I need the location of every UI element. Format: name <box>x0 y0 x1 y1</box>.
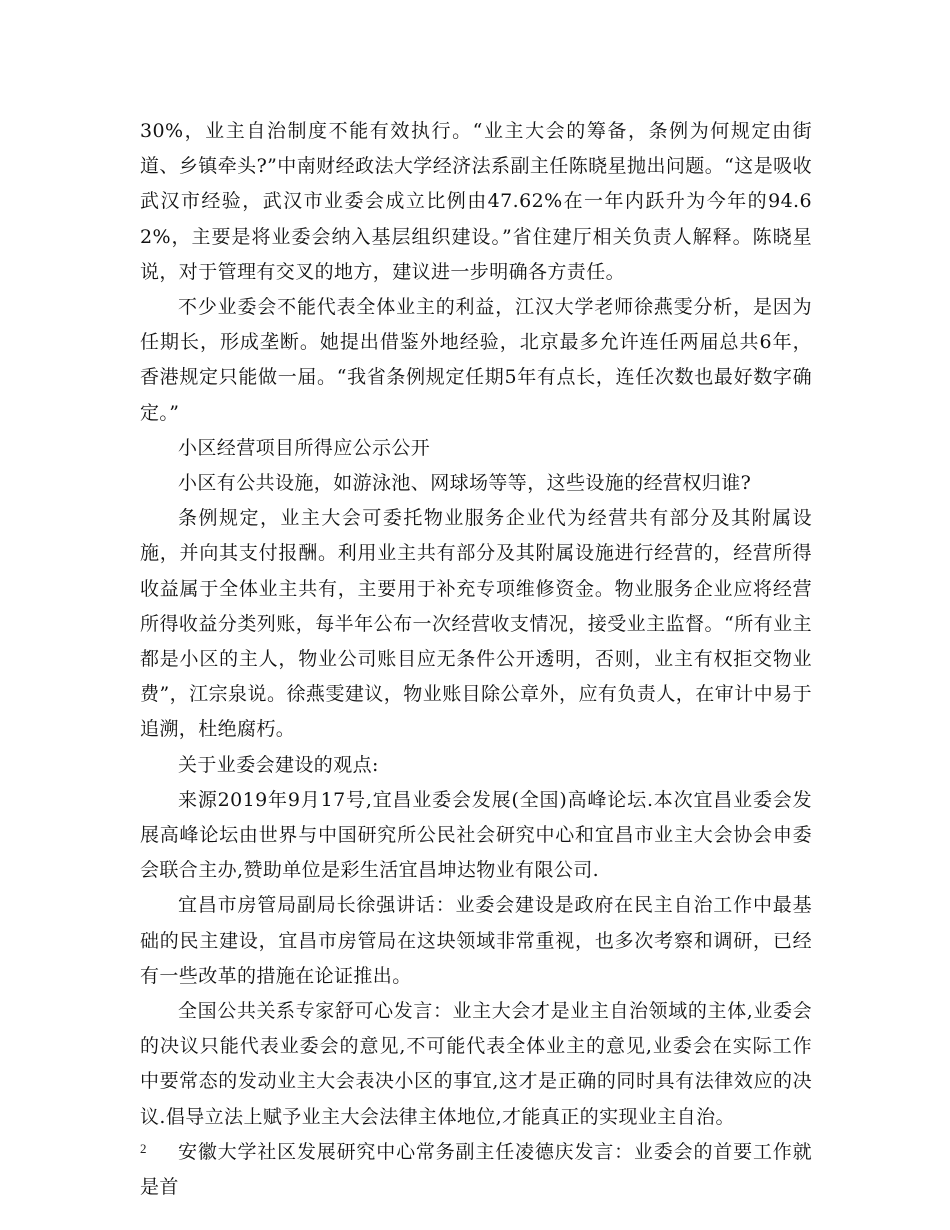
paragraph-8: 安徽大学社区发展研究中心常务副主任凌德庆发言：业委会的首要工作就是首 <box>140 1140 812 1199</box>
paragraph-2: 不少业委会不能代表全体业主的利益，江汉大学老师徐燕雯分析，是因为任期长，形成垄断。她提出借鉴外地经验，北京最多允许连任两届总共6年，香港规定只能做一届。“我省条例规定任期5年有点长，连任次数也最好数字确定。” <box>140 296 812 424</box>
body-text <box>140 114 812 1205</box>
section-heading: 小区经营项目所得应公示公开 <box>178 436 431 459</box>
paragraph-1: 30%，业主自治制度不能有效执行。“业主大会的筹备，条例为何规定由街道、乡镇牵头?”中南财经政法大学经济法系副主任陈晓星抛出问题。“这是吸收武汉市经验，武汉市业委会成立比例由47.62%在一年内跃升为今年的94.62%，主要是将业委会纳入基层组织建设。”省住建厅相关负责人解释。陈晓星说，对于管理有交叉的地方，建议进一步明确各方责任。 <box>140 120 812 283</box>
paragraph-6: 宜昌市房管局副局长徐强讲话：业委会建设是政府在民主自治工作中最基础的民主建设，宜昌市房管局在这块领域非常重视，也多次考察和调研，已经有一些改革的措施在论证推出。 <box>140 894 812 987</box>
paragraph-7: 全国公共关系专家舒可心发言：业主大会才是业主自治领域的主体,业委会的决议只能代表业委会的意见,不可能代表全体业主的意见,业委会在实际工作中要常态的发动业主大会表决小区的事宜,这才是正确的同时具有法律效应的决议.倡导立法上赋予业主大会法律主体地位,才能真正的实现业主自治。 <box>140 1000 812 1128</box>
paragraph-5: 来源2019年9月17号,宜昌业委会发展(全国)高峰论坛.本次宜昌业委会发展高峰论坛由世界与中国研究所公民社会研究中心和宜昌市业主大会协会申委会联合主办,赞助单位是彩生活宜昌坤达物业有限公司. <box>140 788 812 882</box>
paragraph-4: 条例规定，业主大会可委托物业服务企业代为经营共有部分及其附属设施，并向其支付报酬。利用业主共有部分及其附属设施进行经营的，经营所得收益属于全体业主共有，主要用于补充专项维修资金。物业服务企业应将经营所得收益分类列账，每半年公布一次经营收支情况，接受业主监督。“所有业主都是小区的主人，物业公司账目应无条件公开透明，否则，业主有权拒交物业费”，江宗泉说。徐燕雯建议，物业账目除公章外，应有负责人，在审计中易于追溯，杜绝腐朽。 <box>140 507 812 741</box>
page-number: 2 <box>140 1141 147 1156</box>
paragraph-3: 小区有公共设施，如游泳池、网球场等等，这些设施的经营权归谁? <box>178 472 752 495</box>
subheading: 关于业委会建设的观点: <box>178 753 379 776</box>
